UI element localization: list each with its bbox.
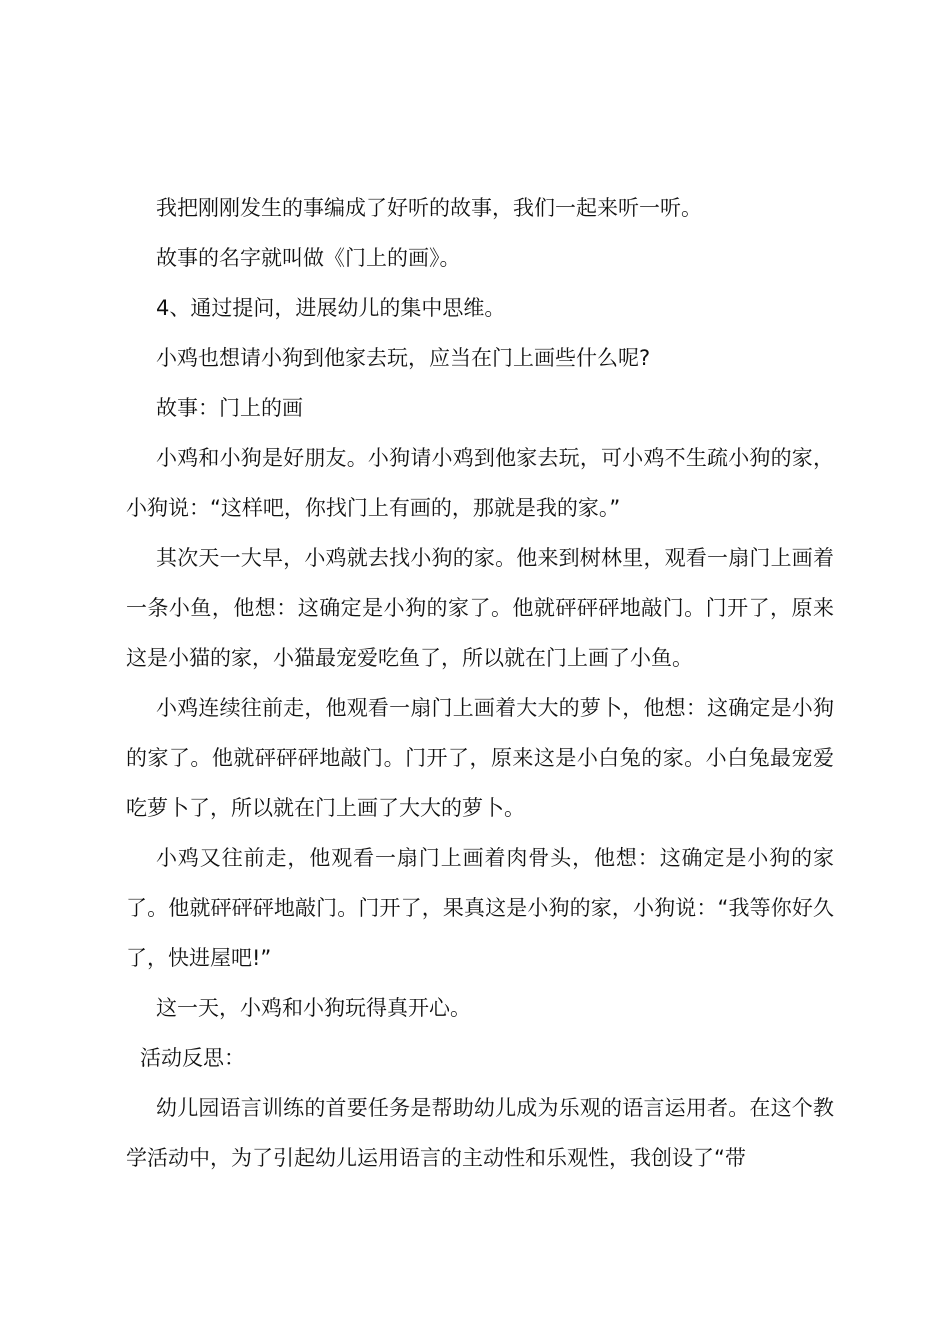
paragraph-question: 小鸡也想请小狗到他家去玩，应当在门上画些什么呢? [156, 346, 651, 370]
paragraph-story-name: 故事的名字就叫做《门上的画》。 [156, 246, 461, 270]
document-body [126, 183, 834, 1183]
story-paragraph-4: 小鸡又往前走，他观看一扇门上画着肉骨头，他想：这确定是小狗的家了。他就砰砰砰地敲门。门开了，果真这是小狗的家，小狗说：“我等你好久了，快进屋吧!” [126, 846, 834, 970]
story-paragraph-5: 这一天，小鸡和小狗玩得真开心。 [156, 996, 471, 1020]
paragraph-story-intro: 我把刚刚发生的事编成了好听的故事，我们一起来听一听。 [156, 196, 702, 220]
reflection-heading: 活动反思： [140, 1046, 245, 1070]
story-heading: 故事：门上的画 [156, 396, 303, 420]
story-paragraph-3: 小鸡连续往前走，他观看一扇门上画着大大的萝卜，他想：这确定是小狗的家了。他就砰砰砰地敲门。门开了，原来这是小白兔的家。小白兔最宠爱吃萝卜了，所以就在门上画了大大的萝卜。 [126, 696, 834, 820]
paragraph-step-4: 4、通过提问，进展幼儿的集中思维。 [156, 296, 506, 320]
story-paragraph-2: 其次天一大早，小鸡就去找小狗的家。他来到树林里，观看一扇门上画着一条小鱼，他想：这确定是小狗的家了。他就砰砰砰地敲门。门开了，原来这是小猫的家，小猫最宠爱吃鱼了，所以就在门上画了小鱼。 [126, 546, 834, 670]
story-paragraph-1: 小鸡和小狗是好朋友。小狗请小鸡到他家去玩，可小鸡不生疏小狗的家，小狗说：“这样吧，你找门上有画的，那就是我的家。” [126, 446, 834, 520]
reflection-paragraph: 幼儿园语言训练的首要任务是帮助幼儿成为乐观的语言运用者。在这个教学活动中，为了引起幼儿运用语言的主动性和乐观性，我创设了“带 [126, 1096, 834, 1170]
